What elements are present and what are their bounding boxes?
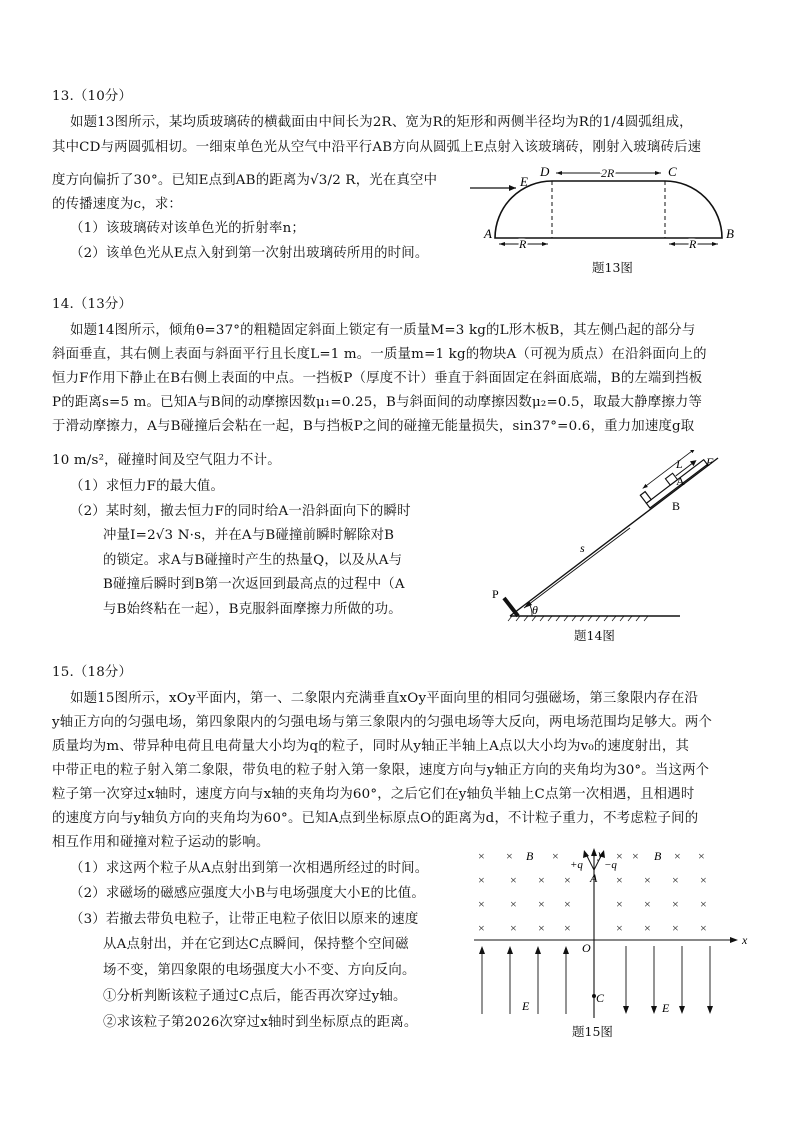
svg-text:×: ×: [616, 921, 623, 935]
q14-label-p: P: [492, 587, 499, 601]
svg-text:×: ×: [538, 873, 545, 887]
svg-text:×: ×: [700, 897, 707, 911]
q14-heading: 14.（13分）: [52, 297, 133, 312]
q14-figure-caption: 题14图: [574, 628, 615, 643]
q15-line-3: 质量均为m、带异种电荷且电荷量大小均为q的粒子，同时从y轴正半轴上A点以大小均为v₀的速度射出，其: [52, 739, 690, 754]
q13-line-5: （1）该玻璃砖对该单色光的折射率n；: [70, 221, 305, 236]
svg-text:×: ×: [644, 921, 651, 935]
q15-label-e-left: E: [522, 999, 530, 1013]
q15-line-5: 粒子第一次穿过x轴时，速度方向与x轴的夹角均为60°，之后它们在y轴负半轴上C点第一次相遇，且相遇时: [52, 787, 695, 802]
q15-line-13: ①分析判断该粒子通过C点后，能否再次穿过y轴。: [103, 989, 407, 1004]
q15-label-b-right: B: [654, 849, 662, 863]
q13-label-e: E: [520, 174, 528, 189]
q13-line-1: 如题13图所示，某均质玻璃砖的横截面由中间长为2R、宽为R的矩形和两侧半径均为R的1/4圆弧组成，: [70, 115, 693, 130]
svg-text:×: ×: [700, 873, 707, 887]
q15-line-6: 的速度方向与y轴负方向的夹角均为60°。已知A点到坐标原点O的距离为d，不计粒子重力，不考虑粒子间的: [52, 811, 699, 826]
q15-label-e-right: E: [662, 1001, 670, 1015]
q14-line-4: P的距离s=5 m。已知A与B间的动摩擦因数μ₁=0.25，B与斜面间的动摩擦因数μ₂=0.5，取最大静摩擦力等: [52, 395, 703, 410]
svg-text:×: ×: [616, 873, 623, 887]
q14-label-theta: θ: [532, 603, 538, 617]
q13-figure: [470, 158, 760, 258]
svg-text:×: ×: [506, 849, 513, 863]
q14-line-10: 的锁定。求A与B碰撞时产生的热量Q，以及从A与: [103, 553, 403, 568]
q13-label-b: B: [726, 226, 734, 241]
q13-heading: 13.（10分）: [52, 89, 133, 104]
q14-line-9: 冲量I=2√3 N·s，并在A与B碰撞前瞬时解除对B: [103, 528, 395, 543]
q14-line-1: 如题14图所示，倾角θ=37°的粗糙固定斜面上锁定有一质量M=3 kg的L形木板B，其左侧凸起的部分与: [70, 323, 696, 338]
q13-line-6: （2）该单色光从E点入射到第一次射出玻璃砖所用的时间。: [70, 246, 429, 261]
q14-label-l: L: [676, 457, 683, 471]
q15-figure: [466, 848, 756, 1020]
svg-text:×: ×: [564, 873, 571, 887]
svg-text:×: ×: [538, 921, 545, 935]
q14-line-2: 斜面垂直，其右侧上表面与斜面平行且长度L=1 m。一质量m=1 kg的物块A（可视为质点）在沿斜面向上的: [52, 347, 707, 362]
svg-text:×: ×: [510, 921, 517, 935]
q14-line-6: 10 m/s²，碰撞时间及空气阻力不计。: [52, 453, 281, 468]
q15-label-b-left: B: [526, 849, 534, 863]
q13-label-a: A: [484, 226, 492, 241]
q14-line-5: 于滑动摩擦力，A与B碰撞后会粘在一起，B与挡板P之间的碰撞无能量损失，sin37°=0.6，重力加速度g取: [52, 419, 695, 434]
q13-label-2r: 2R: [601, 166, 615, 180]
svg-text:×: ×: [552, 849, 559, 863]
q13-figure-caption: 题13图: [592, 260, 633, 275]
svg-text:×: ×: [672, 897, 679, 911]
q15-figure-caption: 题15图: [572, 1024, 613, 1039]
q14-label-a: A: [676, 474, 685, 488]
svg-text:×: ×: [538, 897, 545, 911]
q15-label-x: x: [742, 933, 748, 947]
svg-text:×: ×: [672, 873, 679, 887]
svg-text:×: ×: [478, 921, 485, 935]
q15-heading: 15.（18分）: [52, 665, 133, 680]
q14-label-b: B: [672, 499, 681, 513]
q15-line-7: 相互作用和碰撞对粒子运动的影响。: [52, 835, 270, 850]
svg-text:×: ×: [644, 873, 651, 887]
svg-text:×: ×: [644, 897, 651, 911]
q15-label-plus-q: +q: [570, 859, 583, 871]
q14-label-f: F: [706, 455, 714, 469]
q15-line-4: 中带正电的粒子射入第二象限，带负电的粒子射入第一象限，速度方向与y轴正方向的夹角均为30°。当这两个: [52, 763, 710, 778]
q14-label-s: s: [580, 541, 585, 555]
q13-label-r-left: R: [519, 237, 527, 251]
svg-text:×: ×: [478, 897, 485, 911]
svg-text:×: ×: [564, 921, 571, 935]
q13-label-r-right: R: [689, 237, 697, 251]
q15-label-c: C: [596, 991, 605, 1005]
q15-line-14: ②求该粒子第2026次穿过x轴时到坐标原点的距离。: [103, 1015, 418, 1030]
q15-label-o: O: [582, 941, 591, 955]
svg-text:×: ×: [632, 849, 639, 863]
svg-text:×: ×: [672, 921, 679, 935]
q15-line-10: （3）若撤去带负电粒子，让带正电粒子依旧以原来的速度: [70, 912, 419, 927]
svg-text:×: ×: [674, 849, 681, 863]
svg-text:×: ×: [698, 849, 705, 863]
q14-line-3: 恒力F作用下静止在B右侧上表面的中点。一挡板P（厚度不计）垂直于斜面固定在斜面底端，B的左端到挡板: [52, 371, 703, 386]
q15-label-a: A: [590, 871, 598, 885]
q14-figure: [480, 450, 740, 625]
q13-line-3: 度方向偏折了30°。已知E点到AB的距离为√3/2 R，光在真空中: [52, 173, 438, 188]
svg-text:×: ×: [616, 897, 623, 911]
q13-label-c: C: [668, 164, 677, 179]
q14-line-11: B碰撞后瞬时到B第一次返回到最高点的过程中（A: [103, 577, 405, 592]
q13-line-4: 的传播速度为c，求：: [52, 197, 183, 212]
svg-text:×: ×: [510, 873, 517, 887]
q15-line-12: 场不变，第四象限的电场强度大小不变、方向反向。: [103, 963, 416, 978]
svg-text:×: ×: [478, 873, 485, 887]
q15-line-9: （2）求磁场的磁感应强度大小B与电场强度大小E的比值。: [70, 886, 425, 901]
q15-line-11: 从A点射出，并在它到达C点瞬间，保持整个空间磁: [103, 937, 409, 952]
q14-line-7: （1）求恒力F的最大值。: [70, 479, 225, 494]
q13-line-2: 其中CD与两圆弧相切。一细束单色光从空气中沿平行AB方向从圆弧上E点射入该玻璃砖，刚射入玻璃砖后速: [52, 140, 702, 155]
q14-line-8: （2）某时刻，撤去恒力F的同时给A一沿斜面向下的瞬时: [70, 504, 411, 519]
svg-text:×: ×: [510, 897, 517, 911]
q15-line-2: y轴正方向的匀强电场，第四象限内的匀强电场与第三象限内的匀强电场等大反向，两电场范围均足够大。两个: [52, 715, 713, 730]
q14-line-12: 与B始终粘在一起），B克服斜面摩擦力所做的功。: [103, 602, 402, 617]
q15-label-y: y: [598, 848, 604, 861]
svg-text:×: ×: [478, 849, 485, 863]
q15-line-8: （1）求这两个粒子从A点射出到第一次相遇所经过的时间。: [70, 861, 429, 876]
svg-text:×: ×: [564, 897, 571, 911]
q15-label-minus-q: −q: [604, 859, 617, 871]
q15-line-1: 如题15图所示，xOy平面内，第一、二象限内充满垂直xOy平面向里的相同匀强磁场，第三象限内存在沿: [70, 691, 699, 706]
q13-label-d: D: [540, 164, 550, 179]
svg-text:×: ×: [616, 849, 623, 863]
svg-text:×: ×: [700, 921, 707, 935]
